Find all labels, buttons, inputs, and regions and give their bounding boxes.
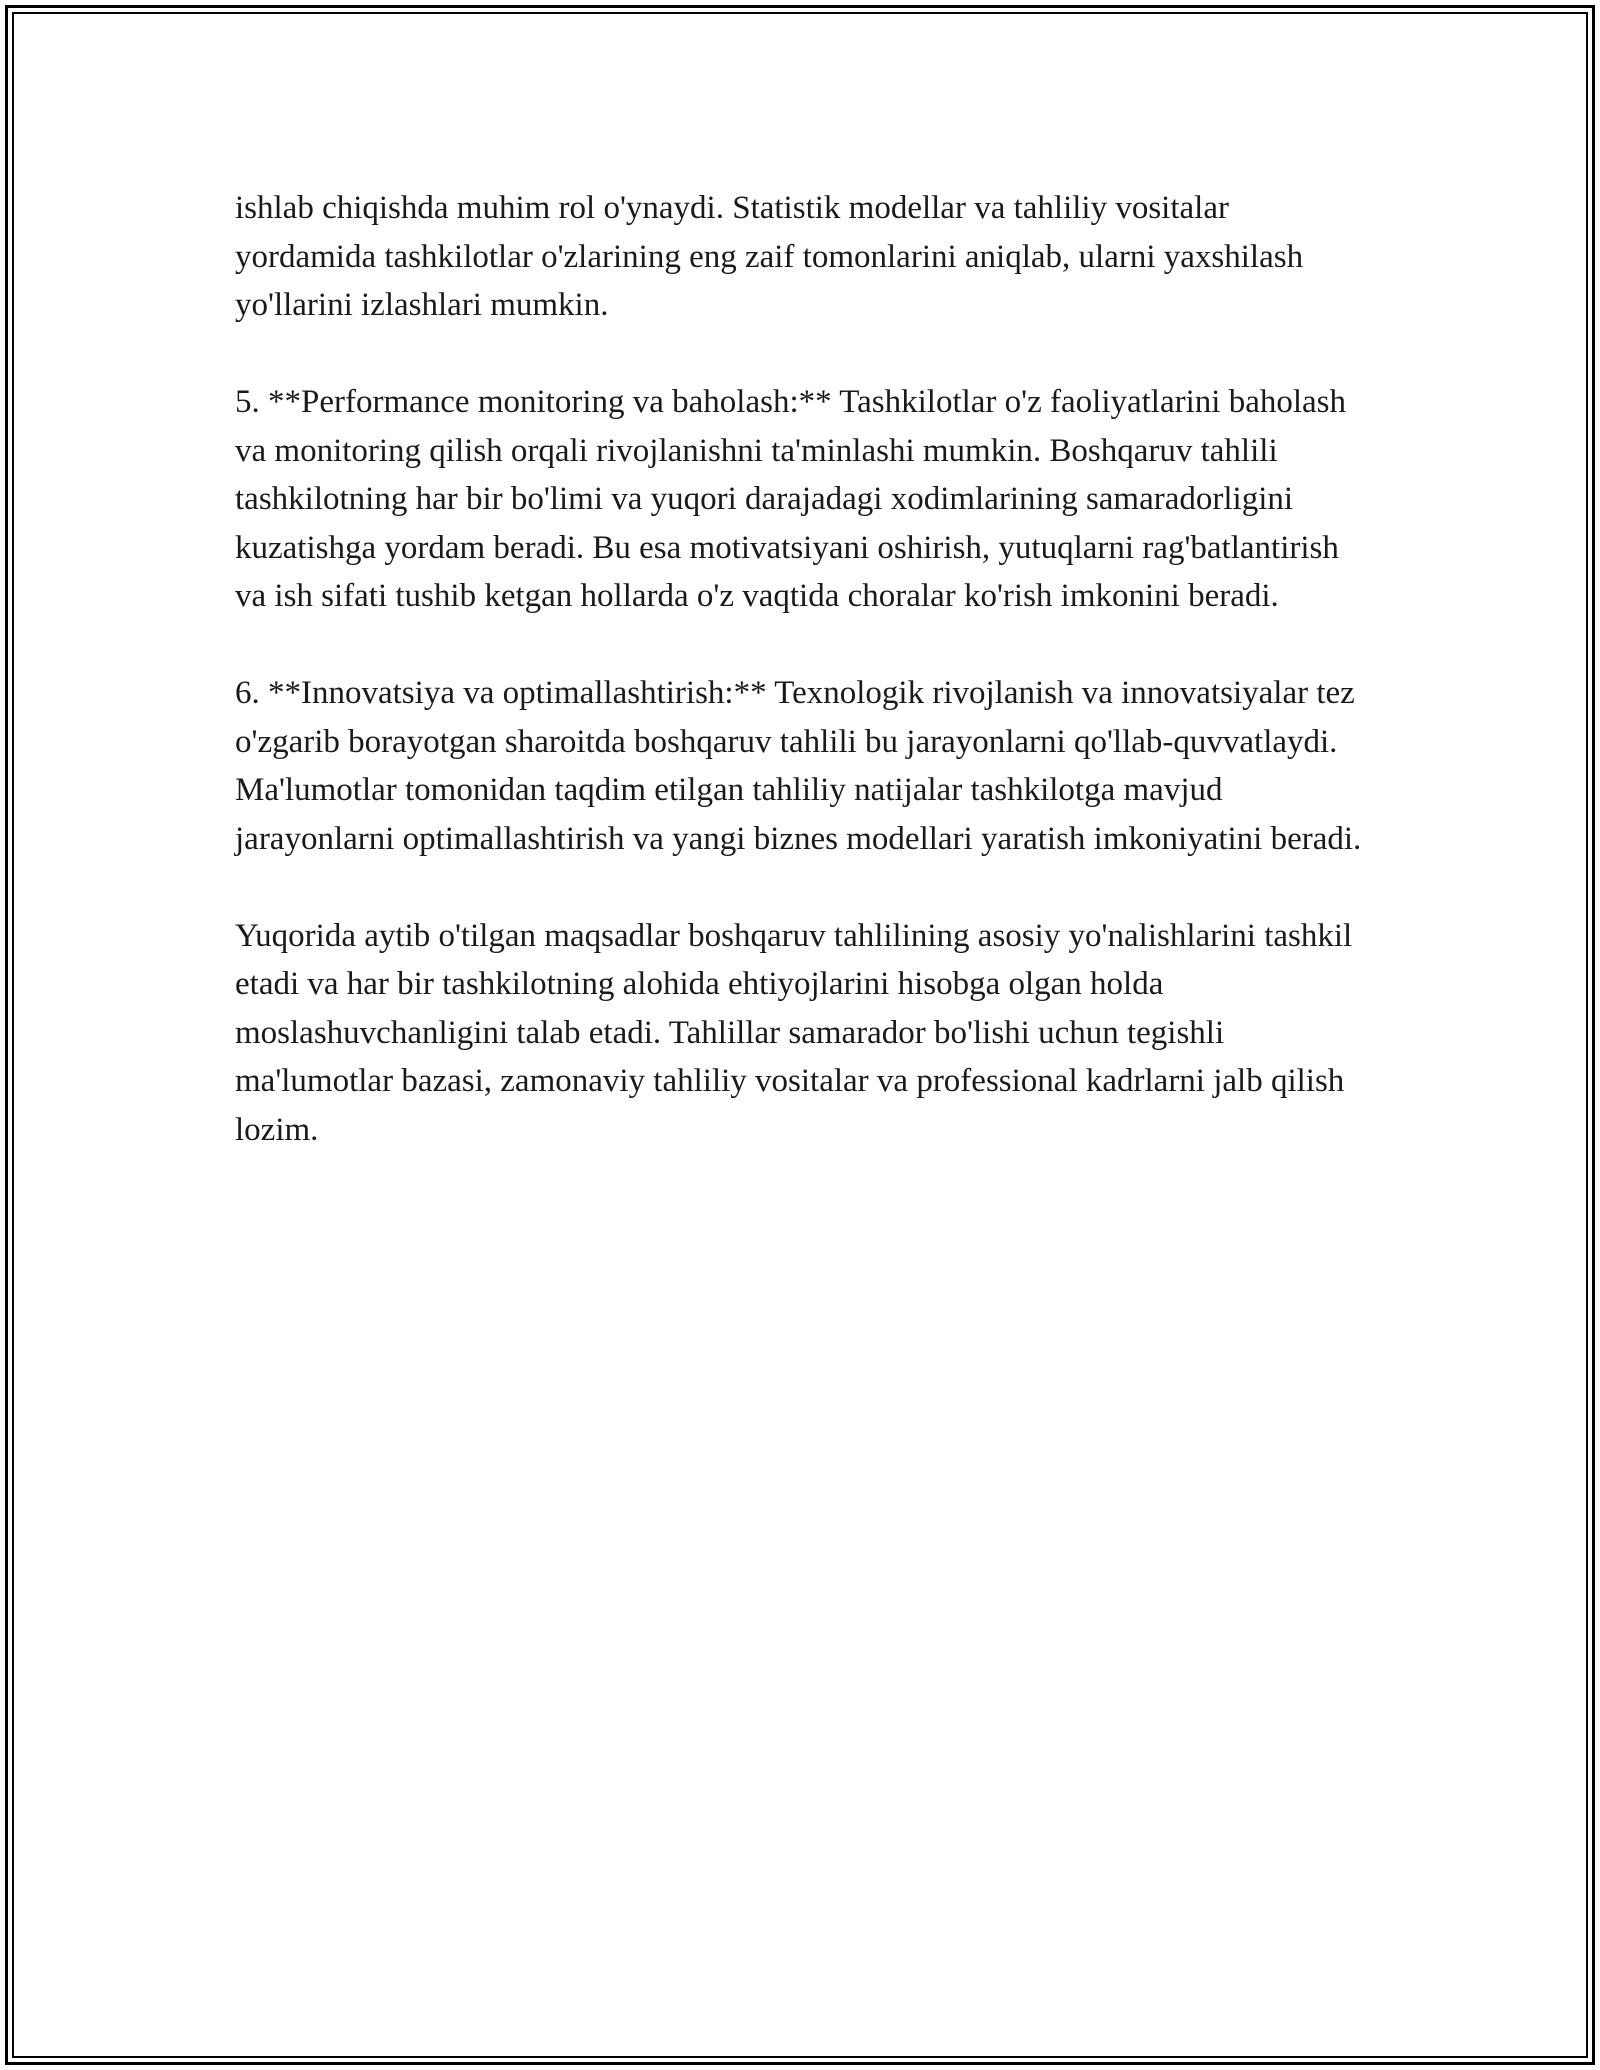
paragraph-conclusion: Yuqorida aytib o'tilgan maqsadlar boshqaruv tahlilining asosiy yo'nalishlarini tashkil etadi va har bir tashkilotning alohida ehtiyojlarini hisobga olgan holda moslashuvchanligini talab etadi. Tahlillar samarador bo'lishi uchun tegishli ma'lumotlar bazasi, zamonaviy tahliliy vositalar va professional kadrlarni jalb qilish lozim. [235, 917, 1353, 1148]
document-body [235, 184, 1365, 1203]
paragraph-performance-monitoring: 5. **Performance monitoring va baholash:** Tashkilotlar o'z faoliyatlarini baholash va monitoring qilish orqali rivojlanishni ta'minlashi mumkin. Boshqaruv tahlili tashkilotning har bir bo'limi va yuqori darajadagi xodimlarining samaradorligini kuzatishga yordam beradi. Bu esa motivatsiyani oshirish, yutuqlarni rag'batlantirish va ish sifati tushib ketgan hollarda o'z vaqtida choralar ko'rish imkonini beradi. [235, 384, 1346, 614]
paragraph-intro-continuation: ishlab chiqishda muhim rol o'ynaydi. Statistik modellar va tahliliy vositalar yordamida tashkilotlar o'zlarining eng zaif tomonlarini aniqlab, ularni yaxshilash yo'llarini izlashlari mumkin. [235, 190, 1304, 323]
paragraph-innovation-optimization: 6. **Innovatsiya va optimallashtirish:** Texnologik rivojlanish va innovatsiyalar tez o'zgarib borayotgan sharoitda boshqaruv tahlili bu jarayonlarni qo'llab-quvvatlaydi. Ma'lumotlar tomonidan taqdim etilgan tahliliy natijalar tashkilotga mavjud jarayonlarni optimallashtirish va yangi biznes modellari yaratish imkoniyatini beradi. [235, 675, 1362, 857]
